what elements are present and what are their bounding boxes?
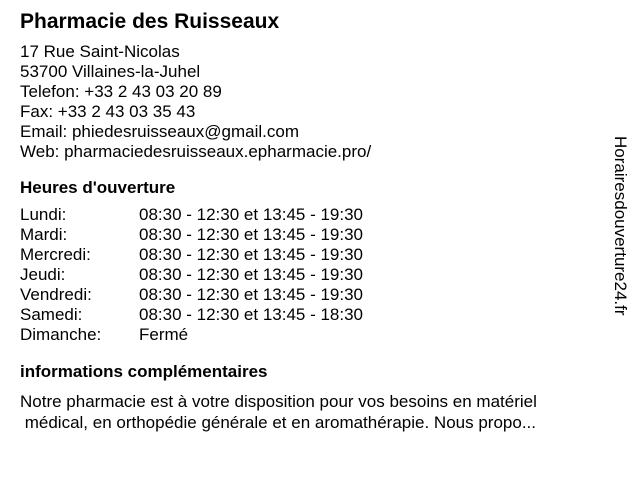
time-range: 08:30 - 12:30 et 13:45 - 19:30: [139, 265, 364, 284]
pharmacy-name: Pharmacie des Ruisseaux: [20, 10, 280, 33]
additional-info-title: informations complémentaires: [20, 362, 268, 381]
day-label: Mercredi:: [20, 245, 91, 264]
contact-block: [20, 42, 620, 162]
phone-line: Telefon: +33 2 43 03 20 89: [20, 82, 222, 101]
time-range: 08:30 - 12:30 et 13:45 - 19:30: [139, 245, 364, 264]
day-label: Samedi:: [20, 305, 83, 324]
day-label: Lundi:: [20, 205, 67, 224]
hours-row-tuesday: [20, 225, 620, 245]
address-street: 17 Rue Saint-Nicolas: [20, 42, 180, 61]
hours-row-saturday: [20, 305, 620, 325]
hours-row-thursday: [20, 265, 620, 285]
fax-line: Fax: +33 2 43 03 35 43: [20, 102, 196, 121]
time-range: Fermé: [139, 325, 189, 344]
hours-row-sunday: [20, 325, 620, 345]
description-line: médical, en orthopédie générale et en aromathérapie. Nous propo...: [20, 413, 536, 432]
time-range: 08:30 - 12:30 et 13:45 - 19:30: [139, 285, 364, 304]
time-range: 08:30 - 12:30 et 13:45 - 19:30: [139, 205, 364, 224]
address-city: 53700 Villaines-la-Juhel: [20, 62, 201, 81]
additional-info-text: [20, 391, 620, 433]
description-line: Notre pharmacie est à votre disposition pour vos besoins en matériel: [20, 392, 537, 411]
day-label: Vendredi:: [20, 285, 92, 304]
email-line: Email: phiedesruisseaux@gmail.com: [20, 122, 299, 141]
day-label: Mardi:: [20, 225, 68, 244]
time-range: 08:30 - 12:30 et 13:45 - 19:30: [139, 225, 364, 244]
site-watermark: Horairesdouverture24.fr: [611, 136, 630, 316]
time-range: 08:30 - 12:30 et 13:45 - 18:30: [139, 305, 364, 324]
web-line: Web: pharmaciedesruisseaux.epharmacie.pro/: [20, 142, 372, 161]
hours-row-monday: [20, 205, 620, 225]
hours-row-friday: [20, 285, 620, 305]
hours-row-wednesday: [20, 245, 620, 265]
opening-hours-title: Heures d'ouverture: [20, 178, 176, 197]
day-label: Jeudi:: [20, 265, 66, 284]
day-label: Dimanche:: [20, 325, 102, 344]
pharmacy-card: [20, 8, 620, 433]
opening-hours-list: [20, 205, 620, 345]
